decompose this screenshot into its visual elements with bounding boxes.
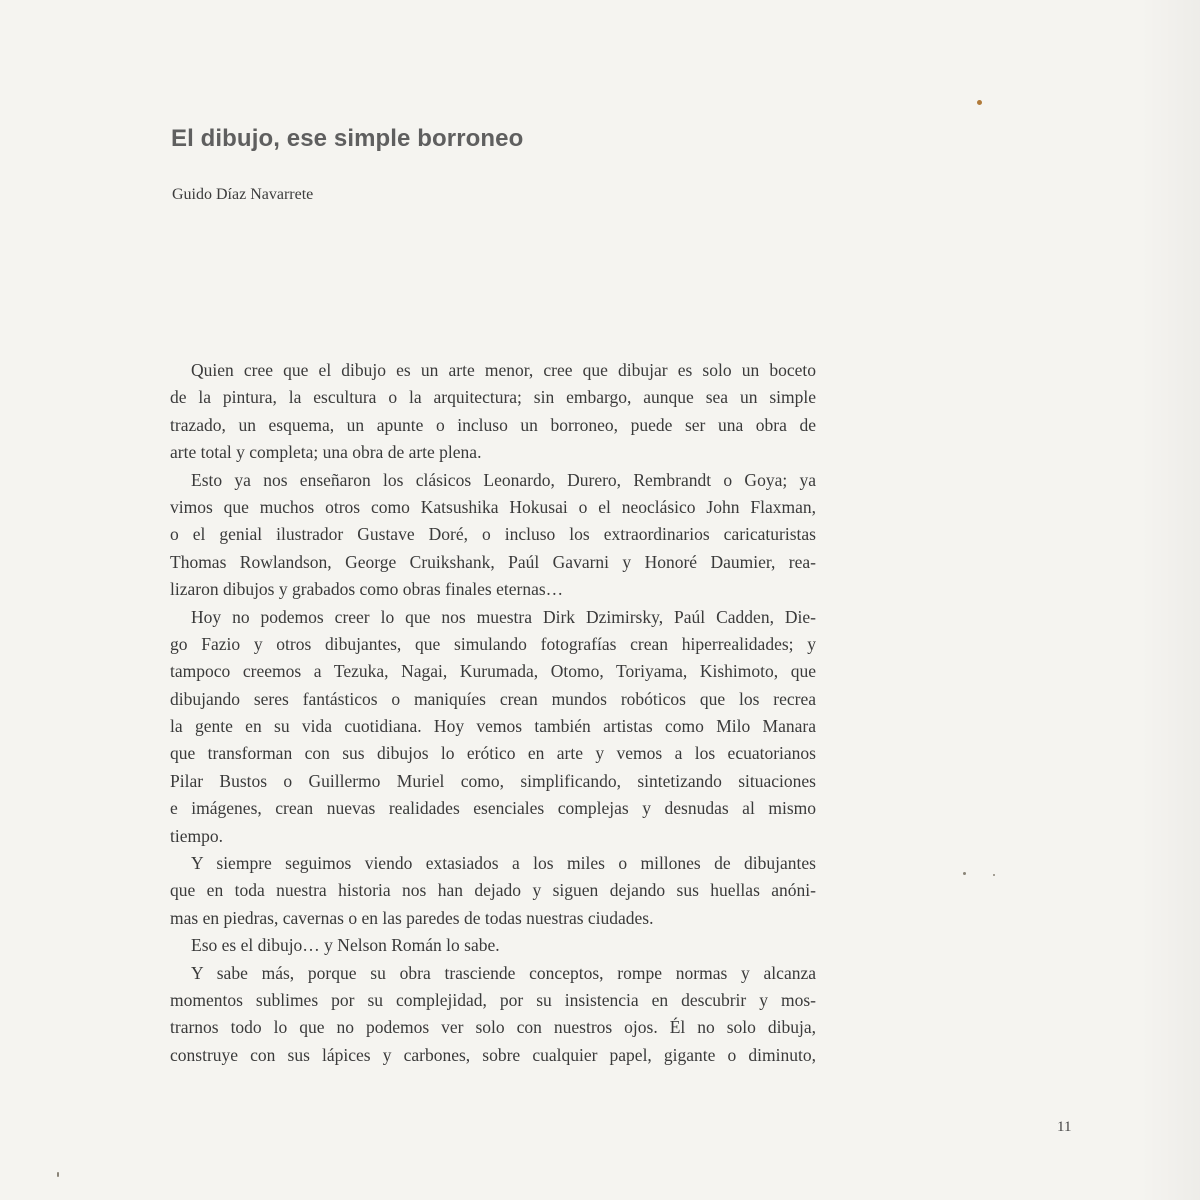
body-line: Eso es el dibujo… y Nelson Román lo sabe. (191, 935, 500, 956)
article-title: El dibujo, ese simple borroneo (171, 125, 524, 152)
body-line: que transforman con sus dibujos lo erótico en arte y vemos a los ecuatorianos (170, 743, 816, 764)
body-line: momentos sublimes por su complejidad, por su insistencia en descubrir y mos- (170, 989, 816, 1010)
body-line: Quien cree que el dibujo es un arte menor, cree que dibujar es solo un boceto (191, 360, 816, 380)
body-line: la gente en su vida cuotidiana. Hoy vemos también artistas como Milo Manara (170, 716, 816, 737)
body-line: mas en piedras, cavernas o en las paredes de todas nuestras ciudades. (170, 907, 654, 928)
body-line: Pilar Bustos o Guillermo Muriel como, simplificando, sintetizando situaciones (170, 770, 816, 791)
paper-speck (977, 100, 982, 105)
body-line: Thomas Rowlandson, George Cruikshank, Paúl Gavarni y Honoré Daumier, rea- (170, 551, 816, 572)
paper-speck (963, 872, 966, 875)
body-line: e imágenes, crean nuevas realidades esenciales complejas y desnudas al mismo (170, 798, 816, 819)
page-number: 11 (1057, 1119, 1072, 1135)
body-line: Esto ya nos enseñaron los clásicos Leonardo, Durero, Rembrandt o Goya; ya (191, 469, 816, 490)
article-body (170, 357, 816, 1069)
body-line: Y sabe más, porque su obra trasciende conceptos, rompe normas y alcanza (191, 962, 816, 983)
body-line: que en toda nuestra historia nos han dejado y siguen dejando sus huellas anóni- (170, 880, 816, 901)
body-line: go Fazio y otros dibujantes, que simulando fotografías crean hiperrealidades; y (170, 633, 816, 654)
body-line: dibujando seres fantásticos o maniquíes crean mundos robóticos que los recrea (170, 688, 816, 709)
body-line: Y siempre seguimos viendo extasiados a los miles o millones de dibujantes (191, 853, 816, 874)
paper-speck (57, 1172, 59, 1177)
paper-speck (993, 874, 995, 876)
body-line: Hoy no podemos creer lo que nos muestra Dirk Dzimirsky, Paúl Cadden, Die- (191, 606, 816, 627)
body-line: trarnos todo lo que no podemos ver solo con nuestros ojos. Él no solo dibuja, (170, 1017, 816, 1038)
page-edge-shadow (1140, 0, 1200, 1200)
article-author: Guido Díaz Navarrete (172, 186, 314, 203)
body-line: vimos que muchos otros como Katsushika Hokusai o el neoclásico John Flaxman, (170, 496, 816, 517)
body-line: arte total y completa; una obra de arte plena. (170, 442, 482, 463)
body-line: tampoco creemos a Tezuka, Nagai, Kurumada, Otomo, Toriyama, Kishimoto, que (170, 661, 816, 682)
body-line: lizaron dibujos y grabados como obras finales eternas… (170, 579, 564, 600)
body-line: construye con sus lápices y carbones, sobre cualquier papel, gigante o diminuto, (170, 1044, 816, 1065)
body-line: trazado, un esquema, un apunte o incluso un borroneo, puede ser una obra de (170, 414, 816, 435)
body-line: o el genial ilustrador Gustave Doré, o incluso los extraordinarios caricaturistas (170, 524, 816, 545)
body-line: de la pintura, la escultura o la arquitectura; sin embargo, aunque sea un simple (170, 387, 816, 408)
body-line: tiempo. (170, 825, 223, 846)
